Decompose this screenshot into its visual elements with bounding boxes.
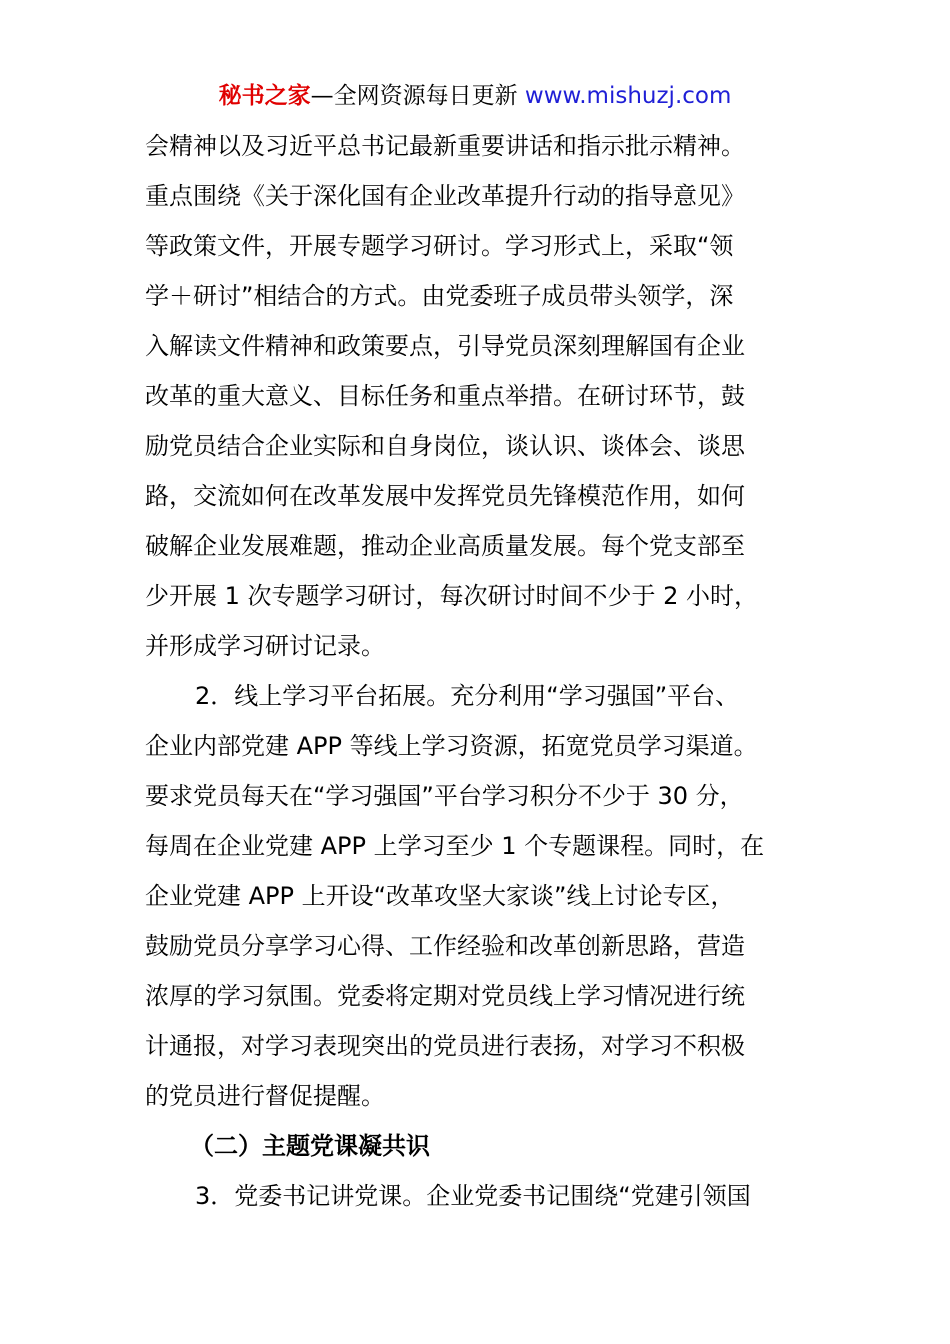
body-line: 改革的重大意义、目标任务和重点举措。在研讨环节，鼓 <box>145 382 745 410</box>
site-tagline: —全网资源每日更新 <box>310 83 525 109</box>
body-line: 要求党员每天在“学习强国”平台学习积分不少于 30 分， <box>145 782 744 810</box>
body-line: 浓厚的学习氛围。党委将定期对党员线上学习情况进行统 <box>145 982 745 1010</box>
body-line: 计通报，对学习表现突出的党员进行表扬，对学习不积极 <box>145 1032 745 1060</box>
paragraph-first-line: 3．党委书记讲党课。企业党委书记围绕“党建引领国 <box>195 1182 751 1210</box>
paragraph-first-line: 2．线上学习平台拓展。充分利用“学习强国”平台、 <box>195 682 740 710</box>
body-line: 的党员进行督促提醒。 <box>145 1082 385 1110</box>
page-header <box>0 80 950 112</box>
body-line: 入解读文件精神和政策要点，引导党员深刻理解国有企业 <box>145 332 745 360</box>
body-line: 路，交流如何在改革发展中发挥党员先锋模范作用，如何 <box>145 482 745 510</box>
body-line: 会精神以及习近平总书记最新重要讲话和指示批示精神。 <box>145 132 745 160</box>
body-line: 破解企业发展难题，推动企业高质量发展。每个党支部至 <box>145 532 745 560</box>
site-url[interactable]: www.mishuzj.com <box>524 83 732 109</box>
body-line: 等政策文件，开展专题学习研讨。学习形式上，采取“领 <box>145 232 734 260</box>
body-line: 每周在企业党建 APP 上学习至少 1 个专题课程。同时，在 <box>145 832 765 860</box>
body-line: 鼓励党员分享学习心得、工作经验和改革创新思路，营造 <box>145 932 745 960</box>
body-line: 学＋研讨”相结合的方式。由党委班子成员带头领学，深 <box>145 282 734 310</box>
body-line: 少开展 1 次专题学习研讨，每次研讨时间不少于 2 小时， <box>145 582 759 610</box>
body-line: 励党员结合企业实际和自身岗位，谈认识、谈体会、谈思 <box>145 432 745 460</box>
body-line: 企业内部党建 APP 等线上学习资源，拓宽党员学习渠道。 <box>145 732 758 760</box>
section-heading: （二）主题党课凝共识 <box>190 1132 430 1160</box>
body-line: 重点围绕《关于深化国有企业改革提升行动的指导意见》 <box>145 182 745 210</box>
site-brand: 秘书之家 <box>218 83 311 109</box>
body-line: 并形成学习研讨记录。 <box>145 632 385 660</box>
body-line: 企业党建 APP 上开设“改革攻坚大家谈”线上讨论专区， <box>145 882 735 910</box>
